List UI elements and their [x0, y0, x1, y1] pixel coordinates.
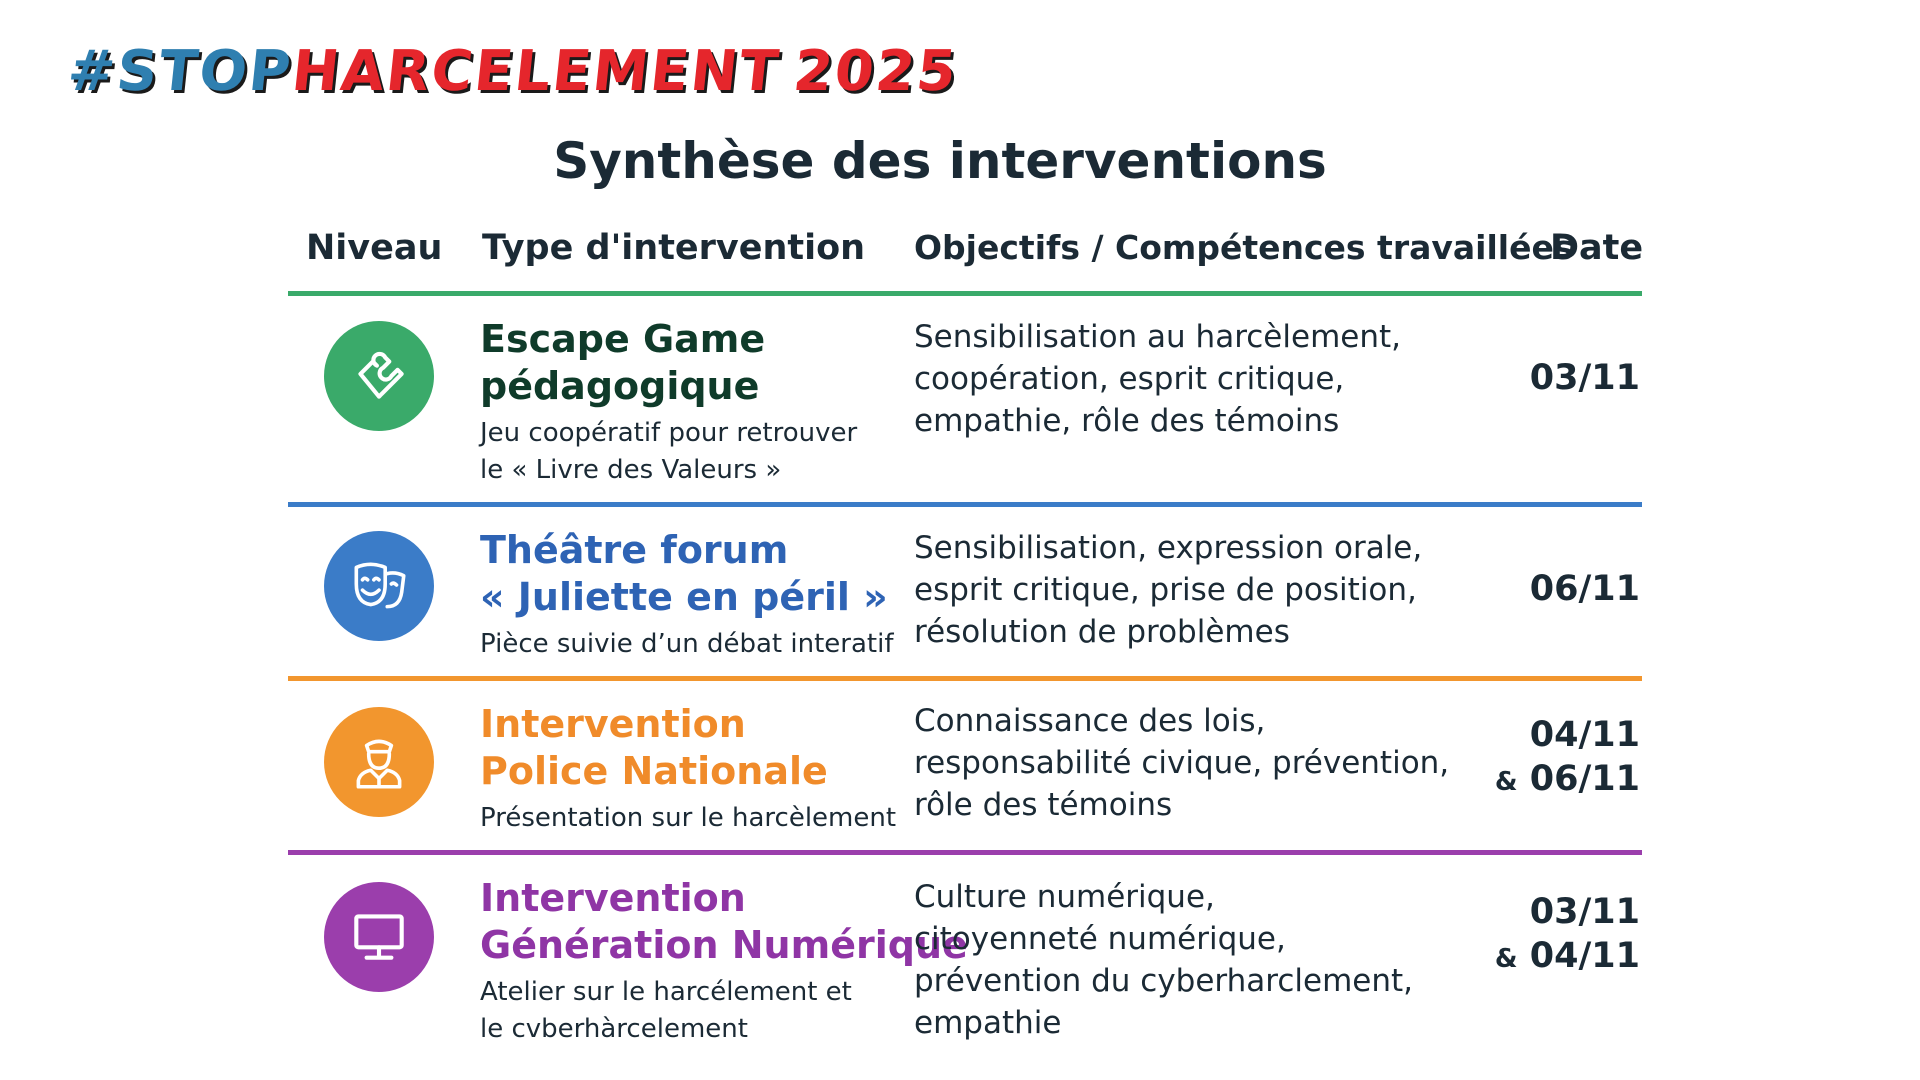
row-objectives [914, 700, 1449, 826]
row-subtitle-line: le cvberhàrcelement [480, 1014, 748, 1044]
computer-monitor-icon [346, 904, 412, 970]
police-officer-icon [346, 729, 412, 795]
row-objective-line: prévention du cyberharclement, [914, 963, 1413, 999]
row-subtitle [480, 626, 893, 663]
row-date [1470, 713, 1640, 804]
puzzle-icon [346, 343, 412, 409]
row-objectives [914, 527, 1422, 653]
row-date [1470, 890, 1640, 981]
row-objective-line: Culture numérique, [914, 879, 1215, 915]
row-icon-badge [324, 707, 434, 817]
row-icon-badge [324, 531, 434, 641]
row-objective-line: responsabilité civique, prévention, [914, 745, 1450, 781]
row-objective-line: rôle des témoins [914, 787, 1173, 823]
row-objective-line: résolution de problèmes [914, 614, 1290, 650]
row-objective-line: esprit critique, prise de position, [914, 572, 1417, 608]
row-title-line: Police Nationale [480, 749, 828, 793]
row-title-line: Intervention [480, 876, 746, 920]
logo-hash: # [64, 39, 121, 104]
row-icon-badge [324, 321, 434, 431]
row-objective-line: empathie [914, 1005, 1062, 1041]
row-title [480, 316, 765, 410]
row-title-line: pédagogique [480, 364, 760, 408]
row-title-line: Escape Game [480, 317, 766, 361]
row-date-line [1470, 757, 1640, 804]
row-subtitle-line: le « Livre des Valeurs » [480, 455, 782, 485]
divider-orange [288, 676, 1642, 681]
row-title [480, 875, 968, 969]
divider-green [288, 291, 1642, 296]
row-objective-line: empathie, rôle des témoins [914, 403, 1340, 439]
row-subtitle-line: Jeu coopératif pour retrouver [480, 418, 858, 448]
row-subtitle-line: Atelier sur le harcélement et [480, 977, 852, 1007]
divider-purple [288, 850, 1642, 855]
row-title-line: Théâtre forum [480, 528, 789, 572]
row-objective-line: citoyenneté numérique, [914, 921, 1286, 957]
row-subtitle [480, 974, 852, 1048]
row-date [1470, 356, 1640, 400]
row-date-value: 06/11 [1529, 759, 1640, 799]
page-title: Synthèse des interventions [553, 132, 1327, 190]
date-ampersand: & [1494, 767, 1518, 797]
row-subtitle [480, 800, 896, 837]
row-objective-line: Sensibilisation au harcèlement, [914, 319, 1401, 355]
row-objectives [914, 316, 1401, 442]
column-header-niveau: Niveau [306, 228, 443, 268]
row-objective-line: Connaissance des lois, [914, 703, 1266, 739]
date-ampersand: & [1494, 944, 1518, 974]
row-title-line: Génération Numérique [480, 923, 968, 967]
row-title [480, 527, 888, 621]
logo-stop: STOP [113, 39, 296, 104]
logo-year: 2025 [790, 39, 962, 104]
stopharcelement-logo [64, 39, 962, 104]
row-title-line: Intervention [480, 702, 746, 746]
row-date-line: 03/11 [1529, 358, 1640, 398]
row-objectives [914, 876, 1413, 1044]
column-header-date: Date [1550, 228, 1644, 268]
row-subtitle [480, 415, 857, 489]
row-date [1470, 567, 1640, 611]
theatre-mask-icon [346, 553, 412, 619]
row-date-value: 04/11 [1529, 936, 1640, 976]
column-header-type: Type d'intervention [482, 228, 866, 268]
logo-harcelement: HARCELEMENT [288, 39, 784, 104]
row-subtitle-line: Présentation sur le harcèlement [480, 803, 897, 833]
row-title-line: « Juliette en péril » [480, 575, 888, 619]
divider-blue [288, 502, 1642, 507]
row-date-line: 03/11 [1529, 892, 1640, 932]
row-date-line: 04/11 [1529, 715, 1640, 755]
row-subtitle-line: Pièce suivie d’un débat interatif [480, 629, 894, 659]
row-date-line: 06/11 [1529, 569, 1640, 609]
column-header-objectifs: Objectifs / Compétences travaillées [914, 228, 1574, 267]
row-title [480, 701, 828, 795]
row-objective-line: coopération, esprit critique, [914, 361, 1345, 397]
row-objective-line: Sensibilisation, expression orale, [914, 530, 1423, 566]
row-icon-badge [324, 882, 434, 992]
row-date-line [1470, 934, 1640, 981]
